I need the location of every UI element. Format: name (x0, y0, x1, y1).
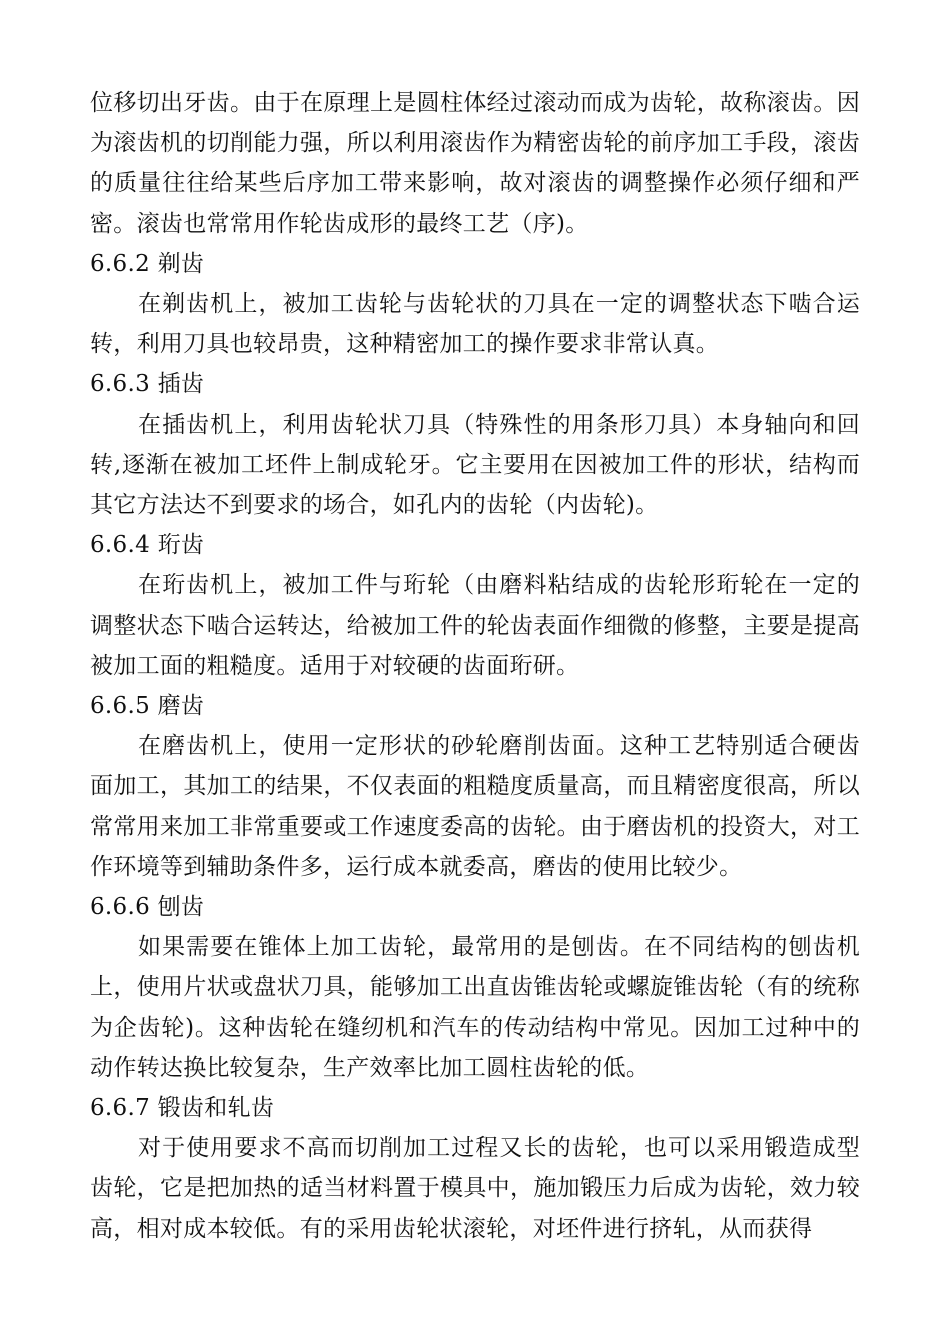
section-heading-shaving: 6.6.2 剃齿 (90, 250, 205, 277)
section-heading-shaping: 6.6.3 插齿 (90, 371, 205, 398)
grinding-paragraph: 在磨齿机上，使用一定形状的砂轮磨削齿面。这种工艺特别适合硬齿面加工，其加工的结果，不仅表面的粗糙度质量高，而且精密度很高，所以常常用来加工非常重要或工作速度委高的齿轮。由于磨齿机的投资大，对工作环境等到辅助条件多，运行成本就委高，磨齿的使用比较少。 (90, 733, 860, 880)
section-heading-grinding: 6.6.5 磨齿 (90, 693, 205, 720)
shaving-paragraph: 在剃齿机上，被加工齿轮与齿轮状的刀具在一定的调整状态下啮合运转，利用刀具也较昂贵，这种精密加工的操作要求非常认真。 (90, 291, 860, 358)
document-page (90, 83, 860, 1249)
honing-paragraph: 在珩齿机上，被加工件与珩轮（由磨料粘结成的齿轮形珩轮在一定的调整状态下啮合运转达，给被加工件的轮齿表面作细微的修整，主要是提高被加工面的粗糙度。适用于对较硬的齿面珩研。 (90, 572, 860, 679)
planing-paragraph: 如果需要在锥体上加工齿轮，最常用的是刨齿。在不同结构的刨齿机上，使用片状或盘状刀具，能够加工出直齿锥齿轮或螺旋锥齿轮（有的统称为企齿轮)。这种齿轮在缝纫机和汽车的传动结构中常见。因加工过种中的动作转达换比较复杂，生产效率比加工圆柱齿轮的低。 (90, 934, 860, 1081)
section-heading-planing: 6.6.6 刨齿 (90, 894, 205, 921)
section-heading-honing: 6.6.4 珩齿 (90, 532, 205, 559)
intro-paragraph: 位移切出牙齿。由于在原理上是圆柱体经过滚动而成为齿轮，故称滚齿。因为滚齿机的切削能力强，所以利用滚齿作为精密齿轮的前序加工手段，滚齿的质量往往给某些后序加工带来影响，故对滚齿的调整操作必须仔细和严密。滚齿也常常用作轮齿成形的最终工艺（序)。 (90, 90, 860, 237)
section-heading-forging-rolling: 6.6.7 锻齿和轧齿 (90, 1095, 275, 1122)
shaping-paragraph: 在插齿机上，利用齿轮状刀具（特殊性的用条形刀具）本身轴向和回转,逐渐在被加工坯件上制成轮牙。它主要用在因被加工件的形状，结构而其它方法达不到要求的场合，如孔内的齿轮（内齿轮)。 (90, 411, 860, 519)
forging-rolling-paragraph: 对于使用要求不高而切削加工过程又长的齿轮，也可以采用锻造成型齿轮，它是把加热的适当材料置于模具中，施加锻压力后成为齿轮，效力较高，相对成本较低。有的采用齿轮状滚轮，对坯件进行挤轧，从而获得 (90, 1135, 860, 1242)
